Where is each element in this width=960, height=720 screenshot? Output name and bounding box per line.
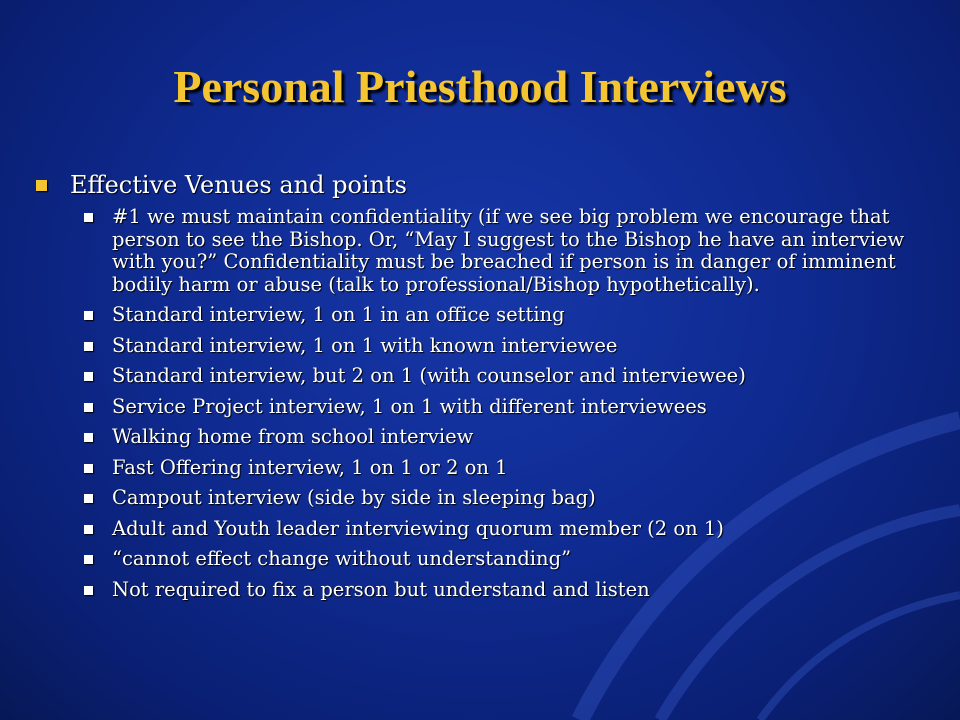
square-bullet-icon	[84, 403, 93, 412]
list-item-text: Not required to fix a person but understand and listen	[112, 577, 650, 601]
square-bullet-icon	[84, 433, 93, 442]
list-item-text: Standard interview, but 2 on 1 (with counselor and interviewee)	[112, 364, 746, 387]
square-bullet-icon	[84, 464, 93, 473]
sub-bullet-list	[36, 206, 936, 601]
square-bullet-icon	[84, 342, 93, 351]
square-bullet-icon	[84, 525, 93, 534]
main-bullet-text: Effective Venues and points	[70, 171, 407, 199]
main-bullet-item	[36, 170, 936, 200]
list-item-text: Service Project interview, 1 on 1 with different interviewees	[112, 394, 707, 418]
list-item-text: Fast Offering interview, 1 on 1 or 2 on 1	[112, 455, 508, 479]
list-item	[36, 579, 936, 602]
square-bullet-icon	[84, 586, 93, 595]
square-bullet-icon	[84, 555, 93, 564]
square-bullet-icon	[36, 180, 47, 191]
list-item	[36, 206, 936, 296]
square-bullet-icon	[84, 494, 93, 503]
square-bullet-icon	[84, 311, 93, 320]
list-item	[36, 487, 936, 510]
list-item	[36, 365, 936, 388]
list-item-text: Adult and Youth leader interviewing quorum member (2 on 1)	[112, 516, 724, 540]
list-item-text: Campout interview (side by side in sleeping bag)	[112, 486, 596, 509]
list-item-text: Standard interview, 1 on 1 with known interviewee	[112, 333, 618, 357]
square-bullet-icon	[84, 372, 93, 381]
list-item-text: “cannot effect change without understanding”	[112, 547, 572, 570]
square-bullet-icon	[84, 213, 93, 222]
list-item	[36, 396, 936, 419]
list-item-text: #1 we must maintain confidentiality (if we see big problem we encourage that person to see the Bishop. Or, “May I suggest to the Bishop he have an interview with you?” Confidentiality must be breached if person is in danger of imminent bodily harm or abuse (talk to professional/Bishop hypothetically).	[112, 205, 905, 296]
list-item	[36, 426, 936, 449]
slide-content	[36, 170, 936, 609]
list-item	[36, 548, 936, 571]
list-item-text: Standard interview, 1 on 1 in an office setting	[112, 303, 565, 326]
list-item	[36, 518, 936, 541]
list-item	[36, 335, 936, 358]
list-item-text: Walking home from school interview	[112, 425, 474, 448]
slide-title: Personal Priesthood Interviews	[173, 61, 787, 112]
list-item	[36, 304, 936, 327]
list-item	[36, 457, 936, 480]
